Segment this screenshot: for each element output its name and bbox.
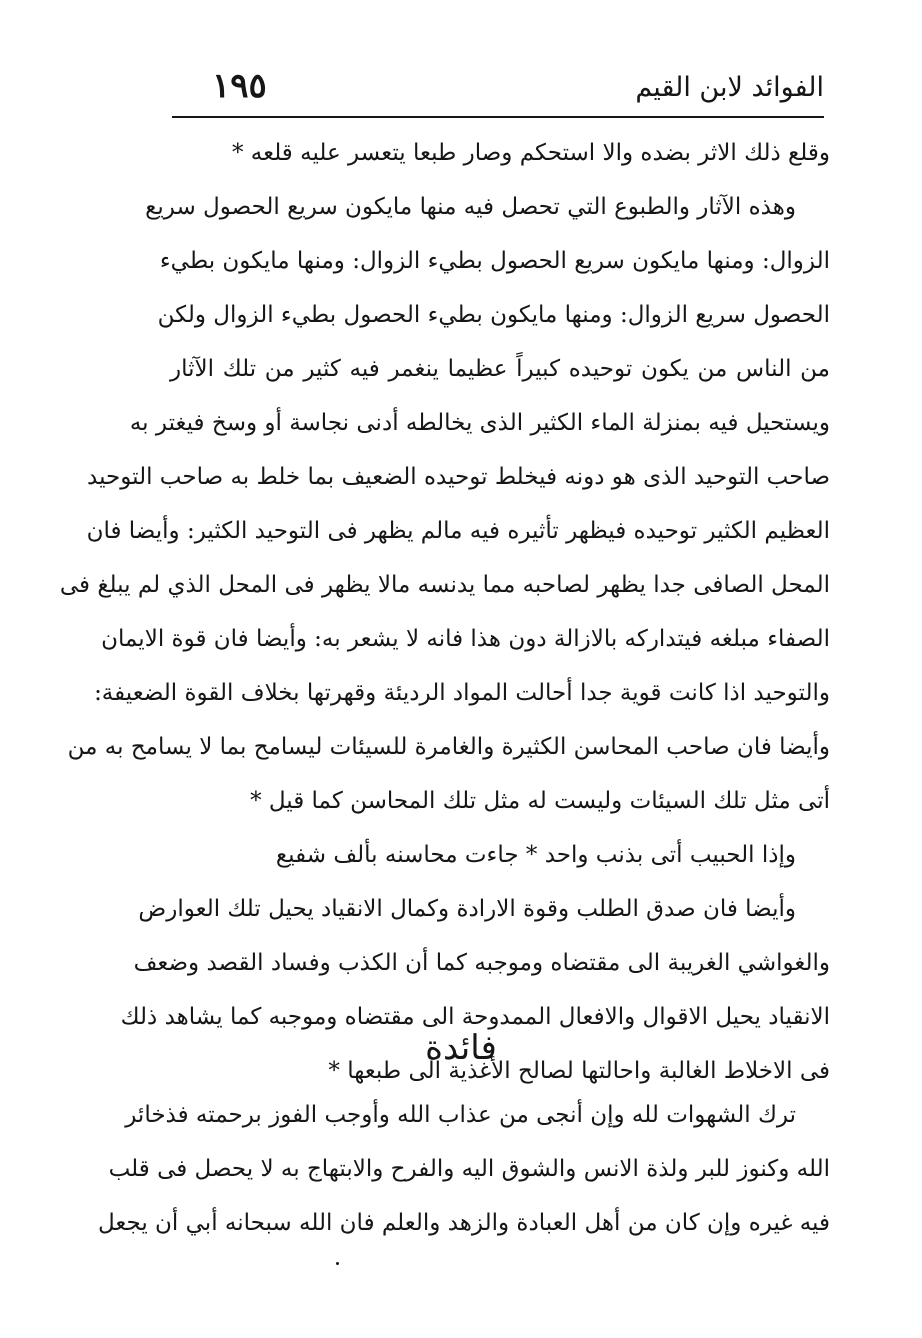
text-line: الحصول سريع الزوال: ومنها مايكون بطيء الحصول بطيء الزوال ولكن xyxy=(157,302,830,328)
text-line: والغواشي الغريبة الى مقتضاه وموجبه كما أن الكذب وفساد القصد وضعف xyxy=(133,950,830,976)
text-line: الله وكنوز للبر ولذة الانس والشوق اليه والفرح والابتهاج به لا يحصل فى قلب xyxy=(108,1156,830,1182)
section-heading: فائدة xyxy=(425,1028,497,1068)
text-line: فيه غيره وإن كان من أهل العبادة والزهد والعلم فان الله سبحانه أبي أن يجعل xyxy=(97,1210,830,1236)
text-line: والتوحيد اذا كانت قوية جدا أحالت المواد الرديئة وقهرتها بخلاف القوة الضعيفة: xyxy=(94,680,830,706)
text-line: ويستحيل فيه بمنزلة الماء الكثير الذى يخالطه أدنى نجاسة أو وسخ فيغتر به xyxy=(129,410,830,436)
text-line: وأيضا فان صدق الطلب وقوة الارادة وكمال الانقياد يحيل تلك العوارض xyxy=(138,896,796,922)
ink-speck xyxy=(336,1262,339,1265)
text-line: وأيضا فان صاحب المحاسن الكثيرة والغامرة للسيئات ليسامح بما لا يسامح به من xyxy=(67,734,830,760)
poetry-verse: وإذا الحبيب أتى بذنب واحد * جاءت محاسنه بألف شفيع xyxy=(275,842,796,868)
page-header xyxy=(172,62,824,116)
text-line: صاحب التوحيد الذى هو دونه فيخلط توحيده الضعيف بما خلط به صاحب التوحيد xyxy=(87,464,830,490)
text-line: الصفاء مبلغه فيتداركه بالازالة دون هذا فانه لا يشعر به: وأيضا فان قوة الايمان xyxy=(101,626,830,652)
text-line: الزوال: ومنها مايكون سريع الحصول بطيء الزوال: ومنها مايكون بطيء xyxy=(159,248,830,274)
text-line: الانقياد يحيل الاقوال والافعال الممدوحة الى مقتضاه وموجبه كما يشاهد ذلك xyxy=(120,1004,830,1030)
text-line: المحل الصافى جدا يظهر لصاحبه مما يدنسه مالا يظهر فى المحل الذي لم يبلغ فى xyxy=(59,572,830,598)
text-line: وقلع ذلك الاثر بضده والا استحكم وصار طبعا يتعسر عليه قلعه * xyxy=(231,140,830,166)
text-line: أتى مثل تلك السيئات وليست له مثل تلك المحاسن كما قيل * xyxy=(250,788,830,814)
header-rule xyxy=(172,116,824,118)
text-line: ترك الشهوات لله وإن أنجى من عذاب الله وأوجب الفوز برحمته فذخائر xyxy=(125,1102,796,1128)
text-line: من الناس من يكون توحيده كبيراً عظيما ينغمر فيه كثير من تلك الآثار xyxy=(170,356,830,382)
running-title: الفوائد لابن القيم xyxy=(635,72,824,103)
text-line: فى الاخلاط الغالبة واحالتها لصالح الأغذية الى طبعها * xyxy=(328,1058,830,1084)
text-line: وهذه الآثار والطبوع التي تحصل فيه منها مايكون سريع الحصول سريع xyxy=(145,194,796,220)
page-number: ١٩٥ xyxy=(212,66,267,106)
text-line: العظيم الكثير توحيده فيظهر تأثيره فيه مالم يظهر فى التوحيد الكثير: وأيضا فان xyxy=(86,518,830,544)
